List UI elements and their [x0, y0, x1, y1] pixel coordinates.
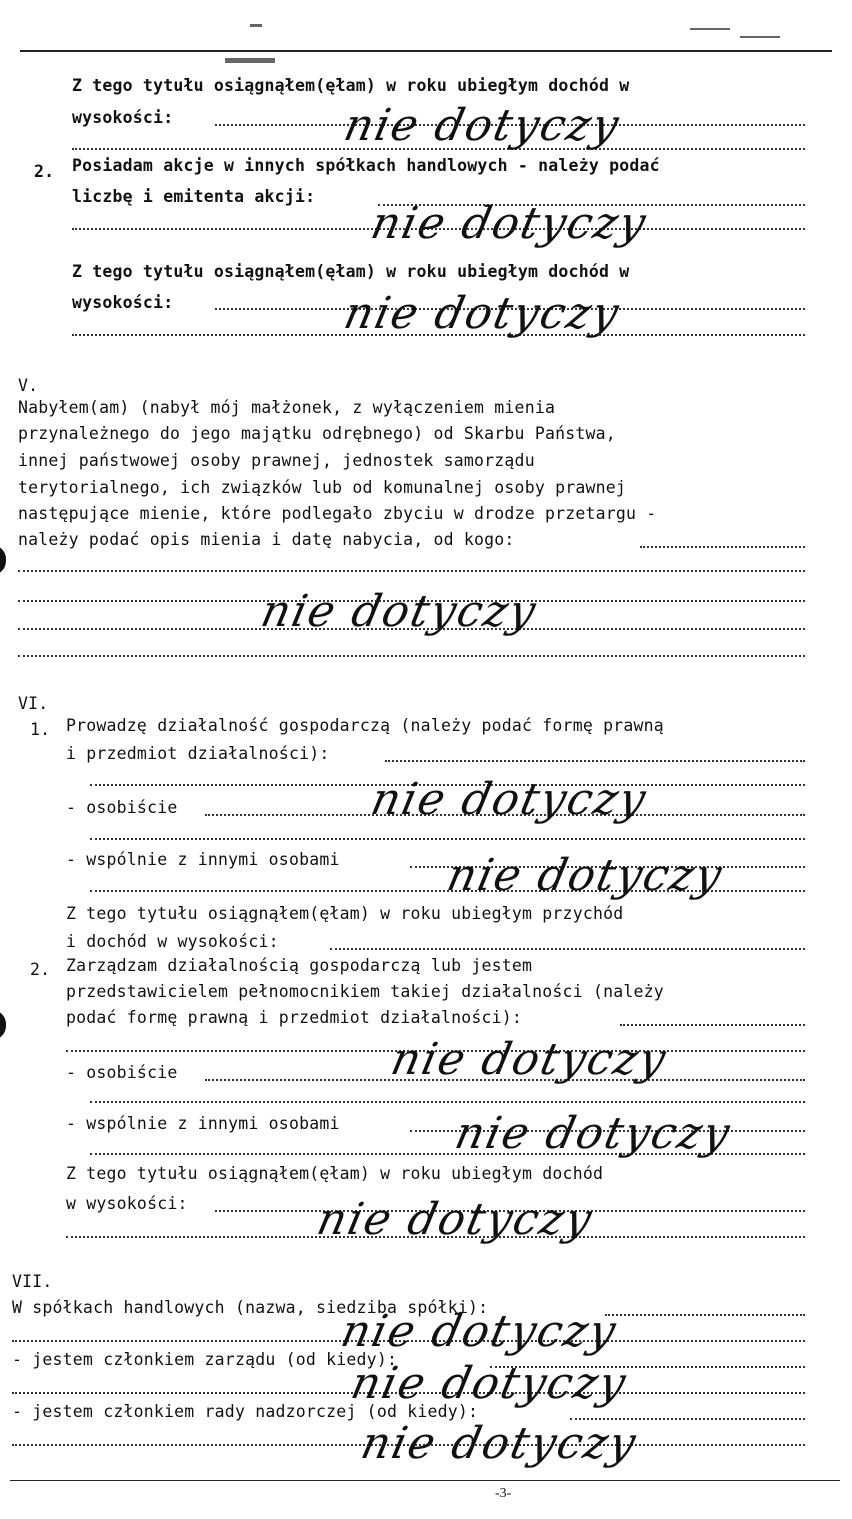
section-vii-heading: VII. [12, 1272, 53, 1291]
handwritten-answer: nie dotyczy [366, 774, 652, 825]
handwritten-answer: nie dotyczy [312, 1194, 598, 1245]
income-line-1: Z tego tytułu osiągnąłem(ęłam) w roku ubiegłym dochód w [72, 76, 630, 95]
personally-label-2: - osobiście [66, 1063, 178, 1082]
top-rule [20, 50, 832, 52]
item-1-income-1: Z tego tytułu osiągnąłem(ęłam) w roku ubiegłym przychód [66, 904, 624, 923]
personally-label: - osobiście [66, 798, 178, 817]
section-v-line: następujące mienie, które podlegało zbyciu w drodze przetargu - [18, 504, 657, 523]
item-2-line-2: przedstawicielem pełnomocnikiem takiej działalności (należy [66, 982, 664, 1001]
punch-hole [0, 545, 6, 575]
section-v-line: należy podać opis mienia i datę nabycia, od kogo: [18, 530, 515, 549]
dotted-line [18, 570, 805, 572]
item-2-income-1: Z tego tytułu osiągnąłem(ęłam) w roku ubiegłym dochód [66, 1164, 604, 1183]
section-v-line: przynależnego do jego majątku odrębnego) od Skarbu Państwa, [18, 424, 616, 443]
dotted-line [640, 546, 805, 548]
jointly-label-2: - wspólnie z innymi osobami [66, 1114, 340, 1133]
item-2-number: 2. [34, 162, 55, 181]
dotted-line [90, 1101, 805, 1103]
item-1-income-2: i dochód w wysokości: [66, 932, 279, 951]
scan-speck [740, 36, 780, 38]
item-1-line-1: Prowadzę działalność gospodarczą (należy podać formę prawną [66, 716, 664, 735]
item-2-line-1: Posiadam akcje w innych spółkach handlowych - należy podać [72, 156, 660, 175]
scan-speck [690, 28, 730, 30]
item-1-number: 1. [30, 720, 51, 739]
handwritten-answer: nie dotyczy [442, 850, 728, 901]
handwritten-answer: nie dotyczy [336, 1306, 622, 1357]
income-line-2: wysokości: [72, 108, 174, 127]
handwritten-answer: nie dotyczy [356, 1418, 642, 1469]
handwritten-answer: nie dotyczy [450, 1108, 736, 1159]
income2-line-2: wysokości: [72, 293, 174, 312]
dotted-line [385, 760, 805, 762]
section-vii-line-3: - jestem członkiem rady nadzorczej (od kiedy): [12, 1402, 479, 1421]
item-2-number: 2. [30, 960, 51, 979]
section-vii-line-2: - jestem członkiem zarządu (od kiedy): [12, 1350, 398, 1369]
scan-speck [225, 58, 275, 63]
item-2-line-3: podać formę prawną i przedmiot działalności): [66, 1008, 523, 1027]
handwritten-answer: nie dotyczy [339, 100, 625, 151]
handwritten-answer: nie dotyczy [386, 1034, 672, 1085]
bottom-rule [10, 1480, 840, 1481]
jointly-label: - wspólnie z innymi osobami [66, 850, 340, 869]
handwritten-answer: nie dotyczy [339, 288, 625, 339]
item-1-line-2: i przedmiot działalności): [66, 744, 330, 763]
page-number: -3- [495, 1486, 512, 1501]
handwritten-answer: nie dotyczy [366, 198, 652, 249]
section-vi-heading: VI. [18, 694, 49, 713]
income2-line-1: Z tego tytułu osiągnąłem(ęłam) w roku ubiegłym dochód w [72, 262, 630, 281]
handwritten-answer: nie dotyczy [346, 1358, 632, 1409]
item-2-line-2: liczbę i emitenta akcji: [72, 187, 316, 206]
dotted-line [330, 948, 805, 950]
section-v-heading: V. [18, 376, 39, 395]
section-v-line: terytorialnego, ich związków lub od komunalnej osoby prawnej [18, 478, 627, 497]
item-2-line-1: Zarządzam działalnością gospodarczą lub jestem [66, 956, 533, 975]
dotted-line [605, 1314, 805, 1316]
punch-hole [0, 1010, 6, 1040]
dotted-line [90, 838, 805, 840]
dotted-line [18, 655, 805, 657]
item-2-income-2: w wysokości: [66, 1194, 188, 1213]
dotted-line [620, 1024, 805, 1026]
section-v-line: Nabyłem(am) (nabył mój małżonek, z wyłączeniem mienia [18, 398, 556, 417]
section-vii-line-1: W spółkach handlowych (nazwa, siedziba spółki): [12, 1298, 489, 1317]
handwritten-answer: nie dotyczy [256, 586, 542, 637]
scan-speck [250, 24, 262, 27]
section-v-line: innej państwowej osoby prawnej, jednostek samorządu [18, 451, 535, 470]
